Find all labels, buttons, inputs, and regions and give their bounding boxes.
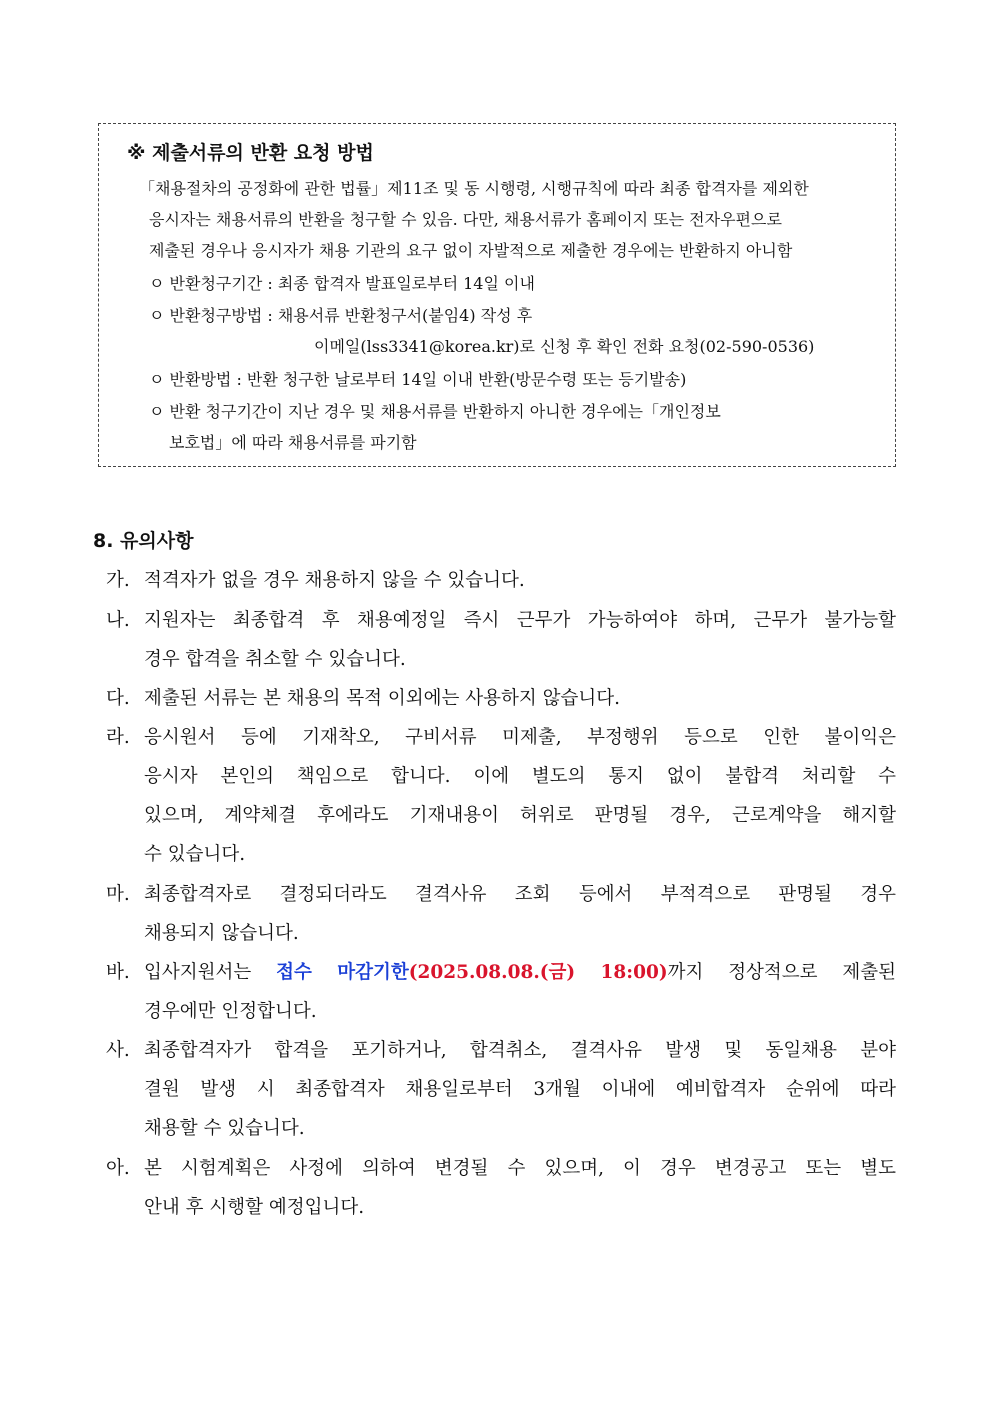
item-text-line: 지원자는 최종합격 후 채용예정일 즉시 근무가 가능하여야 하며, 근무가 불가능할 (144, 610, 896, 631)
item-text-line: 수 있습니다. (144, 844, 246, 865)
notice-bullet: ㅇ 반환 청구기간이 지난 경우 및 채용서류를 반환하지 아니한 경우에는「개인정보 (149, 402, 721, 421)
item-text-line: 최종합격자로 결정되더라도 결격사유 조회 등에서 부적격으로 판명될 경우 (144, 884, 896, 905)
item-text-line: 결원 발생 시 최종합격자 채용일로부터 3개월 이내에 예비합격자 순위에 따라 (144, 1079, 896, 1100)
notice-bullet: ㅇ 반환방법 : 반환 청구한 날로부터 14일 이내 반환(방문수령 또는 등기발송) (149, 370, 687, 389)
item-text-line: 채용되지 않습니다. (144, 923, 299, 944)
item-marker: 다. (106, 688, 130, 709)
item-marker: 마. (106, 884, 130, 905)
notice-bullet: ㅇ 반환청구기간 : 최종 합격자 발표일로부터 14일 이내 (149, 274, 535, 293)
item-marker: 라. (106, 727, 130, 748)
item-marker: 아. (106, 1158, 130, 1179)
item-text-line: 본 시험계획은 사정에 의하여 변경될 수 있으며, 이 경우 변경공고 또는 별도 (144, 1158, 896, 1179)
item-marker: 가. (106, 570, 130, 591)
item-text-line: 응시자 본인의 책임으로 합니다. 이에 별도의 통지 없이 불합격 처리할 수 (144, 766, 896, 787)
notice-bullet-continuation: 이메일(lss3341@korea.kr)로 신청 후 확인 전화 요청(02-590-0536) (314, 337, 815, 356)
item-text-line: 적격자가 없을 경우 채용하지 않을 수 있습니다. (144, 570, 525, 591)
item-marker: 사. (106, 1040, 130, 1061)
item-marker: 나. (106, 610, 130, 631)
item-text-line: 경우 합격을 취소할 수 있습니다. (144, 649, 406, 670)
item-text-line: 응시원서 등에 기재착오, 구비서류 미제출, 부정행위 등으로 인한 불이익은 (144, 727, 896, 748)
item-text-line: 있으며, 계약체결 후에라도 기재내용이 허위로 판명될 경우, 근로계약을 해지할 (144, 805, 896, 826)
notice-paragraph-line: 「채용절차의 공정화에 관한 법률」제11조 및 동 시행령, 시행규칙에 따라 최종 합격자를 제외한 (139, 179, 809, 198)
notice-bullet-continuation: 보호법」에 따라 채용서류를 파기함 (169, 433, 417, 452)
item-text-line: 채용할 수 있습니다. (144, 1118, 305, 1139)
item-text-line: 경우에만 인정합니다. (144, 1001, 317, 1022)
notice-paragraph-line: 제출된 경우나 응시자가 채용 기관의 요구 없이 자발적으로 제출한 경우에는 반환하지 아니함 (149, 241, 793, 260)
notice-bullet: ㅇ 반환청구방법 : 채용서류 반환청구서(붙임4) 작성 후 (149, 306, 533, 325)
notice-title: ※ 제출서류의 반환 요청 방법 (127, 142, 374, 164)
item-text-line: 안내 후 시행할 예정입니다. (144, 1197, 365, 1218)
section-title: 8. 유의사항 (93, 530, 194, 552)
deadline-date: (2025.08.08.(금) 18:00) (408, 962, 668, 983)
return-notice-box (98, 123, 896, 467)
item-text-line: 입사지원서는 접수 마감기한(2025.08.08.(금) 18:00)까지 정상적으로 제출된 (144, 962, 896, 983)
item-text-line: 최종합격자가 합격을 포기하거나, 합격취소, 결격사유 발생 및 동일채용 분야 (144, 1040, 896, 1061)
item-marker: 바. (106, 962, 130, 983)
notice-paragraph-line: 응시자는 채용서류의 반환을 청구할 수 있음. 다만, 채용서류가 홈페이지 또는 전자우편으로 (149, 210, 782, 229)
deadline-label: 접수 마감기한 (276, 962, 409, 983)
item-text-line: 제출된 서류는 본 채용의 목적 이외에는 사용하지 않습니다. (144, 688, 620, 709)
